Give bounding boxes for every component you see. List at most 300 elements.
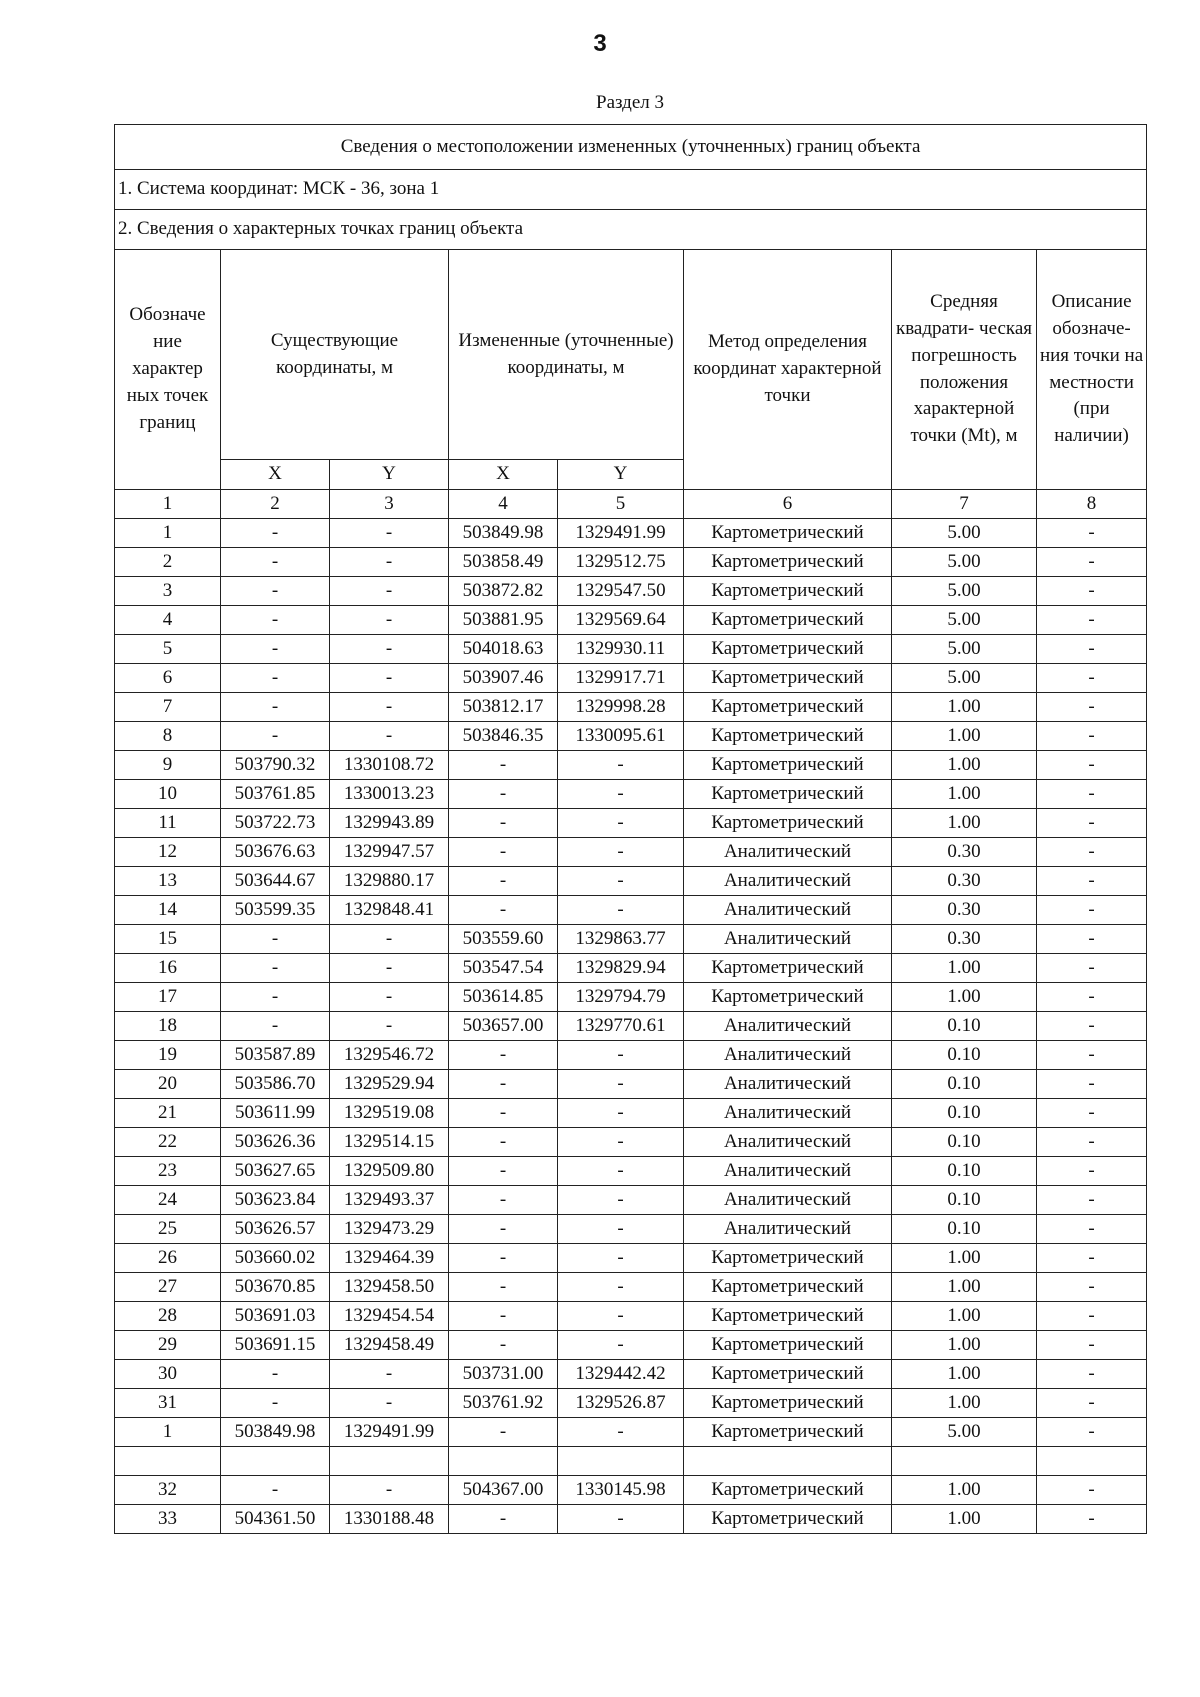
cell-mean-error: 0.10 [892, 1128, 1037, 1157]
cell-mean-error: 5.00 [892, 664, 1037, 693]
table-row [115, 519, 1147, 548]
cell-point-number: 14 [115, 896, 221, 925]
table-row [115, 635, 1147, 664]
cell-method: Картометрический [684, 780, 892, 809]
cell-existing-y: - [330, 519, 449, 548]
cell-method: Картометрический [684, 664, 892, 693]
cell-changed-y: - [558, 1186, 684, 1215]
cell-description: - [1037, 664, 1147, 693]
cell-existing-y: 1329473.29 [330, 1215, 449, 1244]
cell-point-number: 28 [115, 1302, 221, 1331]
cell-description: - [1037, 1041, 1147, 1070]
cell-description: - [1037, 1012, 1147, 1041]
cell-changed-y: - [558, 1331, 684, 1360]
table-row [115, 606, 1147, 635]
cell-description: - [1037, 896, 1147, 925]
cell-changed-x: 503907.46 [449, 664, 558, 693]
cell-changed-x: - [449, 1099, 558, 1128]
cell-point-number: 27 [115, 1273, 221, 1302]
cell-existing-x: 503626.36 [221, 1128, 330, 1157]
cell-existing-y: 1329943.89 [330, 809, 449, 838]
cell-description: - [1037, 1157, 1147, 1186]
cell-changed-y: 1329998.28 [558, 693, 684, 722]
cell-changed-x: - [449, 1070, 558, 1099]
cell-mean-error: 5.00 [892, 1418, 1037, 1447]
table-row [115, 1389, 1147, 1418]
cell-changed-y: - [558, 809, 684, 838]
header-changed-x: X [449, 460, 558, 490]
cell-existing-x: 503660.02 [221, 1244, 330, 1273]
cell-existing-y: 1329464.39 [330, 1244, 449, 1273]
cell-description: - [1037, 1331, 1147, 1360]
cell-changed-y: 1329569.64 [558, 606, 684, 635]
cell-existing-x: 503587.89 [221, 1041, 330, 1070]
cell-existing-x: 503586.70 [221, 1070, 330, 1099]
table-row [115, 780, 1147, 809]
cell-changed-y: - [558, 1244, 684, 1273]
cell-method: Картометрический [684, 606, 892, 635]
cell-changed-x: 503761.92 [449, 1389, 558, 1418]
cell-mean-error: 1.00 [892, 780, 1037, 809]
cell-point-number: 24 [115, 1186, 221, 1215]
cell-method: Картометрический [684, 1360, 892, 1389]
cell-point-number: 5 [115, 635, 221, 664]
cell-method: Картометрический [684, 548, 892, 577]
cell-changed-x: - [449, 1273, 558, 1302]
table-row [115, 1302, 1147, 1331]
table-row [115, 1244, 1147, 1273]
cell-existing-y: - [330, 1360, 449, 1389]
cell-existing-x: - [221, 693, 330, 722]
cell-existing-y: 1330188.48 [330, 1505, 449, 1534]
cell-point-number: 30 [115, 1360, 221, 1389]
cell-changed-y: 1329863.77 [558, 925, 684, 954]
cell-method: Картометрический [684, 1273, 892, 1302]
table-row [115, 1331, 1147, 1360]
cell-point-number: 17 [115, 983, 221, 1012]
cell-point-number: 7 [115, 693, 221, 722]
cell-point-number: 16 [115, 954, 221, 983]
cell-description: - [1037, 983, 1147, 1012]
cell-method: Аналитический [684, 1157, 892, 1186]
table-row [115, 1041, 1147, 1070]
cell-changed-y: 1329512.75 [558, 548, 684, 577]
cell-point-number: 20 [115, 1070, 221, 1099]
table-row [115, 1505, 1147, 1534]
cell-existing-y: - [330, 722, 449, 751]
cell-mean-error: 0.10 [892, 1099, 1037, 1128]
header-existing-y: Y [330, 460, 449, 490]
cell-changed-x: - [449, 1041, 558, 1070]
cell-description: - [1037, 1360, 1147, 1389]
cell-changed-y: - [558, 1505, 684, 1534]
cell-changed-y: 1329829.94 [558, 954, 684, 983]
cell-changed-y: - [558, 1302, 684, 1331]
cell-point-number: 22 [115, 1128, 221, 1157]
table-row [115, 693, 1147, 722]
cell-method: Картометрический [684, 1505, 892, 1534]
cell-method: Аналитический [684, 838, 892, 867]
cell-method: Аналитический [684, 867, 892, 896]
table-row [115, 1215, 1147, 1244]
cell-existing-y: 1329529.94 [330, 1070, 449, 1099]
column-number: 3 [330, 490, 449, 519]
cell-description: - [1037, 867, 1147, 896]
cell-existing-y: 1329509.80 [330, 1157, 449, 1186]
table-row [115, 925, 1147, 954]
cell-existing-x [221, 1447, 330, 1476]
cell-point-number: 26 [115, 1244, 221, 1273]
page-number: 3 [593, 30, 607, 57]
cell-method: Картометрический [684, 635, 892, 664]
cell-point-number: 32 [115, 1476, 221, 1505]
cell-mean-error: 0.30 [892, 925, 1037, 954]
cell-changed-x: - [449, 838, 558, 867]
cell-mean-error: 5.00 [892, 548, 1037, 577]
cell-description: - [1037, 838, 1147, 867]
cell-changed-x: 503846.35 [449, 722, 558, 751]
column-number: 8 [1037, 490, 1147, 519]
cell-description: - [1037, 780, 1147, 809]
cell-changed-x: - [449, 1331, 558, 1360]
column-number: 2 [221, 490, 330, 519]
cell-point-number: 19 [115, 1041, 221, 1070]
cell-existing-x: - [221, 954, 330, 983]
cell-method: Картометрический [684, 519, 892, 548]
cell-mean-error: 1.00 [892, 1273, 1037, 1302]
cell-changed-y: - [558, 1215, 684, 1244]
cell-method: Картометрический [684, 1244, 892, 1273]
cell-changed-y: - [558, 1273, 684, 1302]
cell-mean-error: 1.00 [892, 983, 1037, 1012]
cell-existing-x: - [221, 577, 330, 606]
cell-point-number: 10 [115, 780, 221, 809]
cell-point-number: 3 [115, 577, 221, 606]
cell-changed-x: 503657.00 [449, 1012, 558, 1041]
table-body [115, 519, 1147, 1534]
cell-changed-x: 503881.95 [449, 606, 558, 635]
cell-existing-y: 1329848.41 [330, 896, 449, 925]
cell-mean-error: 0.10 [892, 1186, 1037, 1215]
cell-changed-x: 504018.63 [449, 635, 558, 664]
cell-method: Картометрический [684, 751, 892, 780]
cell-changed-y: 1329794.79 [558, 983, 684, 1012]
cell-description: - [1037, 925, 1147, 954]
cell-point-number: 11 [115, 809, 221, 838]
cell-description: - [1037, 1070, 1147, 1099]
cell-existing-y: 1329491.99 [330, 1418, 449, 1447]
table-row [115, 751, 1147, 780]
cell-point-number: 1 [115, 1418, 221, 1447]
cell-existing-y: - [330, 693, 449, 722]
cell-changed-y: 1329491.99 [558, 519, 684, 548]
header-description: Описание обозначе- ния точки на местности (при наличии) [1037, 250, 1147, 490]
table-row [115, 1418, 1147, 1447]
cell-description: - [1037, 1389, 1147, 1418]
cell-mean-error: 1.00 [892, 1244, 1037, 1273]
cell-existing-y: 1329514.15 [330, 1128, 449, 1157]
cell-mean-error: 1.00 [892, 809, 1037, 838]
cell-changed-y [558, 1447, 684, 1476]
cell-mean-error: 1.00 [892, 722, 1037, 751]
cell-point-number: 9 [115, 751, 221, 780]
cell-existing-y: 1329454.54 [330, 1302, 449, 1331]
table-row [115, 1360, 1147, 1389]
cell-changed-x: 503731.00 [449, 1360, 558, 1389]
cell-method: Картометрический [684, 722, 892, 751]
cell-mean-error: 1.00 [892, 1360, 1037, 1389]
cell-changed-x: - [449, 751, 558, 780]
cell-mean-error: 1.00 [892, 954, 1037, 983]
header-existing-coords: Существующие координаты, м [221, 250, 449, 460]
cell-changed-x: - [449, 1157, 558, 1186]
cell-existing-y: - [330, 983, 449, 1012]
cell-description: - [1037, 548, 1147, 577]
cell-existing-x: 503691.15 [221, 1331, 330, 1360]
table-row [115, 867, 1147, 896]
table-row [115, 838, 1147, 867]
points-heading: 2. Сведения о характерных точках границ объекта [115, 210, 1147, 250]
cell-description: - [1037, 1215, 1147, 1244]
cell-changed-y: 1329442.42 [558, 1360, 684, 1389]
cell-point-number: 33 [115, 1505, 221, 1534]
cell-existing-x: 503623.84 [221, 1186, 330, 1215]
cell-description: - [1037, 1505, 1147, 1534]
cell-mean-error: 1.00 [892, 1476, 1037, 1505]
cell-changed-x: - [449, 1418, 558, 1447]
cell-changed-y: 1329547.50 [558, 577, 684, 606]
cell-changed-x: - [449, 1128, 558, 1157]
table-row [115, 1157, 1147, 1186]
cell-method: Картометрический [684, 577, 892, 606]
cell-changed-y: - [558, 1157, 684, 1186]
cell-description: - [1037, 1099, 1147, 1128]
cell-changed-x: 503872.82 [449, 577, 558, 606]
cell-mean-error: 1.00 [892, 1389, 1037, 1418]
cell-method: Картометрический [684, 1476, 892, 1505]
cell-changed-x: - [449, 1215, 558, 1244]
cell-existing-x: 503670.85 [221, 1273, 330, 1302]
cell-existing-x: 503611.99 [221, 1099, 330, 1128]
cell-changed-x: - [449, 1244, 558, 1273]
cell-mean-error: 0.10 [892, 1215, 1037, 1244]
cell-existing-y: - [330, 548, 449, 577]
cell-existing-y: 1329458.49 [330, 1331, 449, 1360]
cell-existing-x: 503790.32 [221, 751, 330, 780]
cell-mean-error: 0.30 [892, 867, 1037, 896]
header-point-designation: Обозначе ние характер ных точек границ [115, 250, 221, 490]
table-row [115, 809, 1147, 838]
cell-existing-y [330, 1447, 449, 1476]
cell-changed-y: - [558, 780, 684, 809]
cell-description: - [1037, 954, 1147, 983]
table-row [115, 896, 1147, 925]
cell-existing-x: 503849.98 [221, 1418, 330, 1447]
cell-existing-y: - [330, 1389, 449, 1418]
cell-existing-x: - [221, 1476, 330, 1505]
table-row [115, 1447, 1147, 1476]
cell-point-number: 4 [115, 606, 221, 635]
cell-point-number: 6 [115, 664, 221, 693]
cell-description: - [1037, 1128, 1147, 1157]
cell-point-number: 8 [115, 722, 221, 751]
cell-method: Аналитический [684, 1215, 892, 1244]
cell-existing-y: - [330, 664, 449, 693]
cell-changed-x: - [449, 1505, 558, 1534]
cell-existing-x: 503676.63 [221, 838, 330, 867]
cell-changed-x: 503849.98 [449, 519, 558, 548]
cell-mean-error: 1.00 [892, 1331, 1037, 1360]
cell-point-number: 25 [115, 1215, 221, 1244]
cell-description: - [1037, 606, 1147, 635]
header-changed-coords: Измененные (уточненные) координаты, м [449, 250, 684, 460]
cell-mean-error: 0.10 [892, 1070, 1037, 1099]
cell-changed-y: 1329930.11 [558, 635, 684, 664]
cell-method: Картометрический [684, 1302, 892, 1331]
cell-existing-x: - [221, 1012, 330, 1041]
cell-point-number: 29 [115, 1331, 221, 1360]
boundary-points-table [114, 124, 1147, 1534]
cell-existing-x: - [221, 722, 330, 751]
table-row [115, 1099, 1147, 1128]
cell-existing-y: 1329458.50 [330, 1273, 449, 1302]
cell-existing-x: 503627.65 [221, 1157, 330, 1186]
cell-existing-x: - [221, 635, 330, 664]
cell-changed-y: 1330145.98 [558, 1476, 684, 1505]
column-number-row [115, 490, 1147, 519]
cell-existing-y: 1329947.57 [330, 838, 449, 867]
cell-method: Аналитический [684, 1012, 892, 1041]
cell-existing-y: 1329546.72 [330, 1041, 449, 1070]
cell-description: - [1037, 722, 1147, 751]
cell-changed-x: - [449, 809, 558, 838]
cell-existing-y: 1330013.23 [330, 780, 449, 809]
table-row [115, 577, 1147, 606]
cell-point-number: 13 [115, 867, 221, 896]
cell-changed-x [449, 1447, 558, 1476]
cell-point-number: 18 [115, 1012, 221, 1041]
cell-method: Картометрический [684, 1389, 892, 1418]
cell-existing-y: - [330, 635, 449, 664]
cell-method: Аналитический [684, 925, 892, 954]
cell-changed-y: - [558, 1128, 684, 1157]
cell-description: - [1037, 577, 1147, 606]
table-row [115, 1476, 1147, 1505]
cell-existing-y: - [330, 577, 449, 606]
cell-description: - [1037, 693, 1147, 722]
cell-changed-y: 1329770.61 [558, 1012, 684, 1041]
cell-description: - [1037, 1186, 1147, 1215]
cell-changed-x: 504367.00 [449, 1476, 558, 1505]
cell-description: - [1037, 1273, 1147, 1302]
cell-point-number [115, 1447, 221, 1476]
cell-existing-x: 504361.50 [221, 1505, 330, 1534]
cell-existing-y: 1329519.08 [330, 1099, 449, 1128]
cell-changed-x: - [449, 780, 558, 809]
table-row [115, 722, 1147, 751]
cell-changed-y: - [558, 867, 684, 896]
table-row [115, 664, 1147, 693]
header-method: Метод определения координат характерной точки [684, 250, 892, 490]
table-row [115, 983, 1147, 1012]
cell-mean-error: 5.00 [892, 519, 1037, 548]
cell-point-number: 1 [115, 519, 221, 548]
header-existing-x: X [221, 460, 330, 490]
cell-existing-x: - [221, 925, 330, 954]
cell-method: Аналитический [684, 1099, 892, 1128]
cell-description: - [1037, 1476, 1147, 1505]
table-row [115, 1273, 1147, 1302]
table-row [115, 1070, 1147, 1099]
cell-existing-y: - [330, 606, 449, 635]
cell-method: Картометрический [684, 809, 892, 838]
column-number: 5 [558, 490, 684, 519]
cell-changed-y: - [558, 1099, 684, 1128]
cell-changed-x: - [449, 867, 558, 896]
cell-existing-x: - [221, 1360, 330, 1389]
cell-existing-x: - [221, 1389, 330, 1418]
cell-mean-error [892, 1447, 1037, 1476]
cell-existing-x: 503722.73 [221, 809, 330, 838]
section-label: Раздел 3 [596, 92, 664, 113]
cell-description [1037, 1447, 1147, 1476]
cell-mean-error: 0.30 [892, 838, 1037, 867]
column-number: 7 [892, 490, 1037, 519]
cell-mean-error: 1.00 [892, 1302, 1037, 1331]
cell-changed-x: - [449, 1186, 558, 1215]
cell-method: Картометрический [684, 983, 892, 1012]
cell-existing-x: - [221, 983, 330, 1012]
cell-changed-x: 503614.85 [449, 983, 558, 1012]
table-row [115, 1012, 1147, 1041]
header-mean-error: Средняя квадрати- ческая погрешность положения характерной точки (Mt), м [892, 250, 1037, 490]
cell-method: Картометрический [684, 954, 892, 983]
cell-existing-y: - [330, 954, 449, 983]
cell-existing-x: 503626.57 [221, 1215, 330, 1244]
cell-existing-y: - [330, 1476, 449, 1505]
cell-method: Картометрический [684, 693, 892, 722]
column-number: 4 [449, 490, 558, 519]
cell-changed-x: 503858.49 [449, 548, 558, 577]
cell-existing-x: 503691.03 [221, 1302, 330, 1331]
cell-changed-y: - [558, 1041, 684, 1070]
cell-existing-y: - [330, 925, 449, 954]
cell-changed-x: - [449, 896, 558, 925]
cell-method [684, 1447, 892, 1476]
header-changed-y: Y [558, 460, 684, 490]
cell-description: - [1037, 519, 1147, 548]
cell-existing-y: - [330, 1012, 449, 1041]
cell-changed-x: - [449, 1302, 558, 1331]
cell-method: Картометрический [684, 1331, 892, 1360]
cell-existing-x: 503644.67 [221, 867, 330, 896]
cell-changed-x: 503547.54 [449, 954, 558, 983]
cell-mean-error: 0.10 [892, 1012, 1037, 1041]
table-row [115, 548, 1147, 577]
cell-existing-y: 1329493.37 [330, 1186, 449, 1215]
cell-changed-y: 1329526.87 [558, 1389, 684, 1418]
cell-point-number: 15 [115, 925, 221, 954]
cell-changed-x: 503559.60 [449, 925, 558, 954]
cell-changed-y: - [558, 1418, 684, 1447]
table-title: Сведения о местоположении измененных (уточненных) границ объекта [115, 125, 1147, 170]
cell-description: - [1037, 809, 1147, 838]
cell-method: Аналитический [684, 1186, 892, 1215]
cell-mean-error: 0.10 [892, 1157, 1037, 1186]
cell-mean-error: 5.00 [892, 577, 1037, 606]
cell-changed-y: - [558, 1070, 684, 1099]
cell-description: - [1037, 1244, 1147, 1273]
